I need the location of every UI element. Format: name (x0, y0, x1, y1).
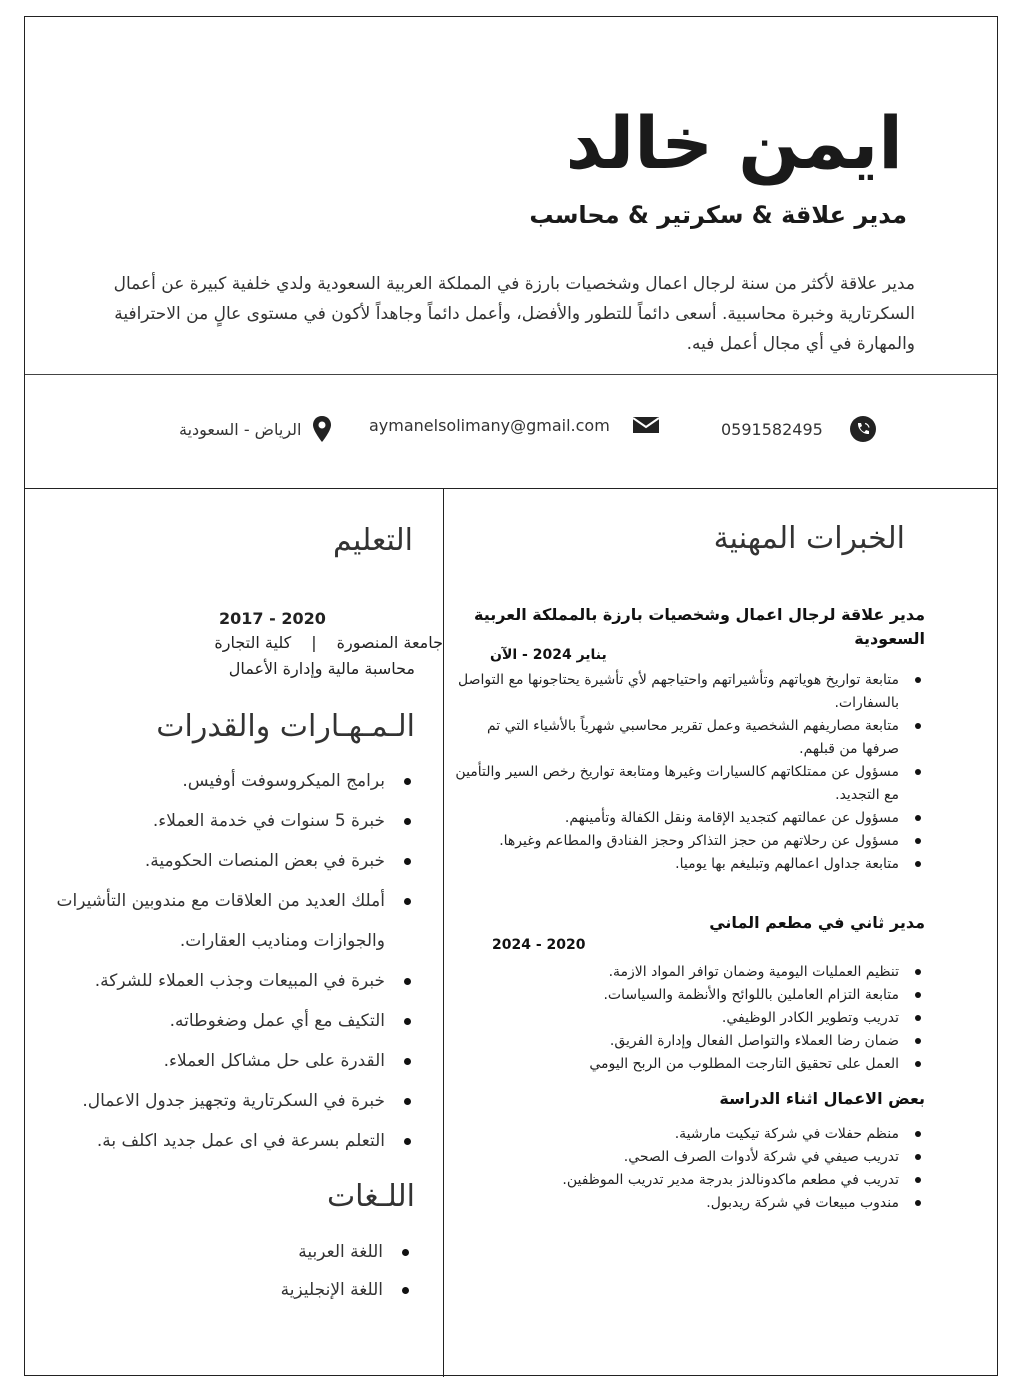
contact-bar (25, 375, 997, 489)
university-name: جامعة المنصورة (336, 633, 443, 652)
job-title: مدير علاقة & سكرتير & محاسب (529, 201, 907, 229)
job-2-duties (525, 961, 925, 1076)
list-item: خبرة 5 سنوات في خدمة العملاء. (45, 801, 417, 841)
phone-icon (849, 415, 877, 443)
list-item: مسؤول عن عمالتهم كتجديد الإقامة ونقل الكفالة وتأمينهم. (455, 807, 925, 830)
person-name: ايمن خالد (565, 101, 903, 185)
list-item: التكيف مع أي عمل وضغوطاته. (45, 1001, 417, 1041)
experience-title: الخبرات المهنية (713, 521, 905, 556)
job-dates-1: يناير 2024 - الآن (490, 647, 607, 663)
list-item: منظم حفلات في شركة تيكيت مارشية. (485, 1123, 925, 1146)
list-item: العمل على تحقيق التارجت المطلوب من الربح اليومي (525, 1053, 925, 1076)
list-item: متابعة جداول اعمالهم وتبليغم بها يوميا. (455, 853, 925, 876)
resume-page (24, 16, 998, 1376)
list-item: متابعة مصاريفهم الشخصية وعمل تقرير محاسبي شهرياً بالأشياء التي تم صرفها من قبلهم. (455, 715, 925, 761)
faculty-name: كلية التجارة (214, 633, 292, 652)
map-pin-icon (312, 415, 332, 443)
list-item: تدريب وتطوير الكادر الوظيفي. (525, 1007, 925, 1030)
list-item: متابعة التزام العاملين باللوائح والأنظمة والسياسات. (525, 984, 925, 1007)
education-institution (143, 633, 443, 652)
phone-number[interactable]: 0591582495 (721, 419, 823, 439)
separator: | (311, 633, 317, 652)
list-item: مسؤول عن ممتلكاتهم كالسيارات وغيرها ومتابعة تواريخ رخص السير والتأمين مع التجديد. (455, 761, 925, 807)
list-item: متابعة تواريخ هوياتهم وتأشيراتهم واحتياجهم لأي تأشيرة يحتاجونها مع التواصل بالسفارات. (455, 669, 925, 715)
sidebar-column (25, 489, 443, 1377)
list-item: خبرة في السكرتارية وتجهيز جدول الاعمال. (45, 1081, 417, 1121)
contact-location (179, 415, 332, 443)
education-major: محاسبة مالية وإدارة الأعمال (228, 659, 415, 678)
list-item: مسؤول عن رحلاتهم من حجز التذاكر وحجز الفنادق والمطاعم وغيرها. (455, 830, 925, 853)
job-title-1: مدير علاقة لرجال اعمال وشخصيات بارزة بالمملكة العربية السعودية (474, 605, 925, 648)
job-1-duties (455, 669, 925, 876)
contact-email[interactable] (369, 415, 660, 435)
list-item: تدريب صيفي في شركة لأدوات الصرف الصحي. (485, 1146, 925, 1169)
skills-list (45, 761, 417, 1161)
list-item: اللغة العربية (215, 1233, 415, 1271)
experience-section (444, 489, 997, 1377)
list-item: برامج الميكروسوفت أوفيس. (45, 761, 417, 801)
location-text: الرياض - السعودية (179, 419, 302, 439)
list-item: القدرة على حل مشاكل العملاء. (45, 1041, 417, 1081)
list-item: أملك العديد من العلاقات مع مندوبين التأشيرات والجوازات ومناديب العقارات. (45, 881, 417, 961)
job-3-duties (485, 1123, 925, 1215)
list-item: مندوب مبيعات في شركة ريدبول. (485, 1192, 925, 1215)
job-title-3: بعض الاعمال اثناء الدراسة (719, 1089, 925, 1108)
contact-phone[interactable] (721, 415, 877, 443)
list-item: خبرة في المبيعات وجذب العملاء للشركة. (45, 961, 417, 1001)
list-item: التعلم بسرعة في اى عمل جديد اكلف بة. (45, 1121, 417, 1161)
list-item: خبرة في بعض المنصات الحكومية. (45, 841, 417, 881)
envelope-icon (632, 415, 660, 435)
languages-title: اللـغات (326, 1179, 415, 1214)
list-item: ضمان رضا العملاء والتواصل الفعال وإدارة الفريق. (525, 1030, 925, 1053)
resume-header (25, 17, 997, 375)
list-item: اللغة الإنجليزية (215, 1271, 415, 1309)
profile-summary: مدير علاقة لأكثر من سنة لرجال اعمال وشخصيات بارزة في المملكة العربية السعودية ولدي خلفية كبيرة عن أعمال السكرتارية وخبرة محاسبية. أسعى دائماً للتطور والأفضل، وأعمل دائماً وجاهداً لأكون في مستوى عالٍ من الاحترافية والمهارة في أي مجال أعمل فيه. (113, 274, 915, 354)
job-title-2: مدير ثاني في مطعم الماني (709, 913, 925, 932)
email-address[interactable]: aymanelsolimany@gmail.com (369, 415, 610, 435)
education-title: التعليم (333, 523, 413, 558)
list-item: تدريب في مطعم ماكدونالدز بدرجة مدير تدريب الموظفين. (485, 1169, 925, 1192)
education-years: 2017 - 2020 (219, 609, 326, 628)
job-dates-2: 2020 - 2024 (492, 937, 586, 953)
list-item: تنظيم العمليات اليومية وضمان توافر المواد الازمة. (525, 961, 925, 984)
skills-title: الـمـهـارات والقدرات (156, 709, 415, 744)
languages-list (215, 1233, 415, 1309)
